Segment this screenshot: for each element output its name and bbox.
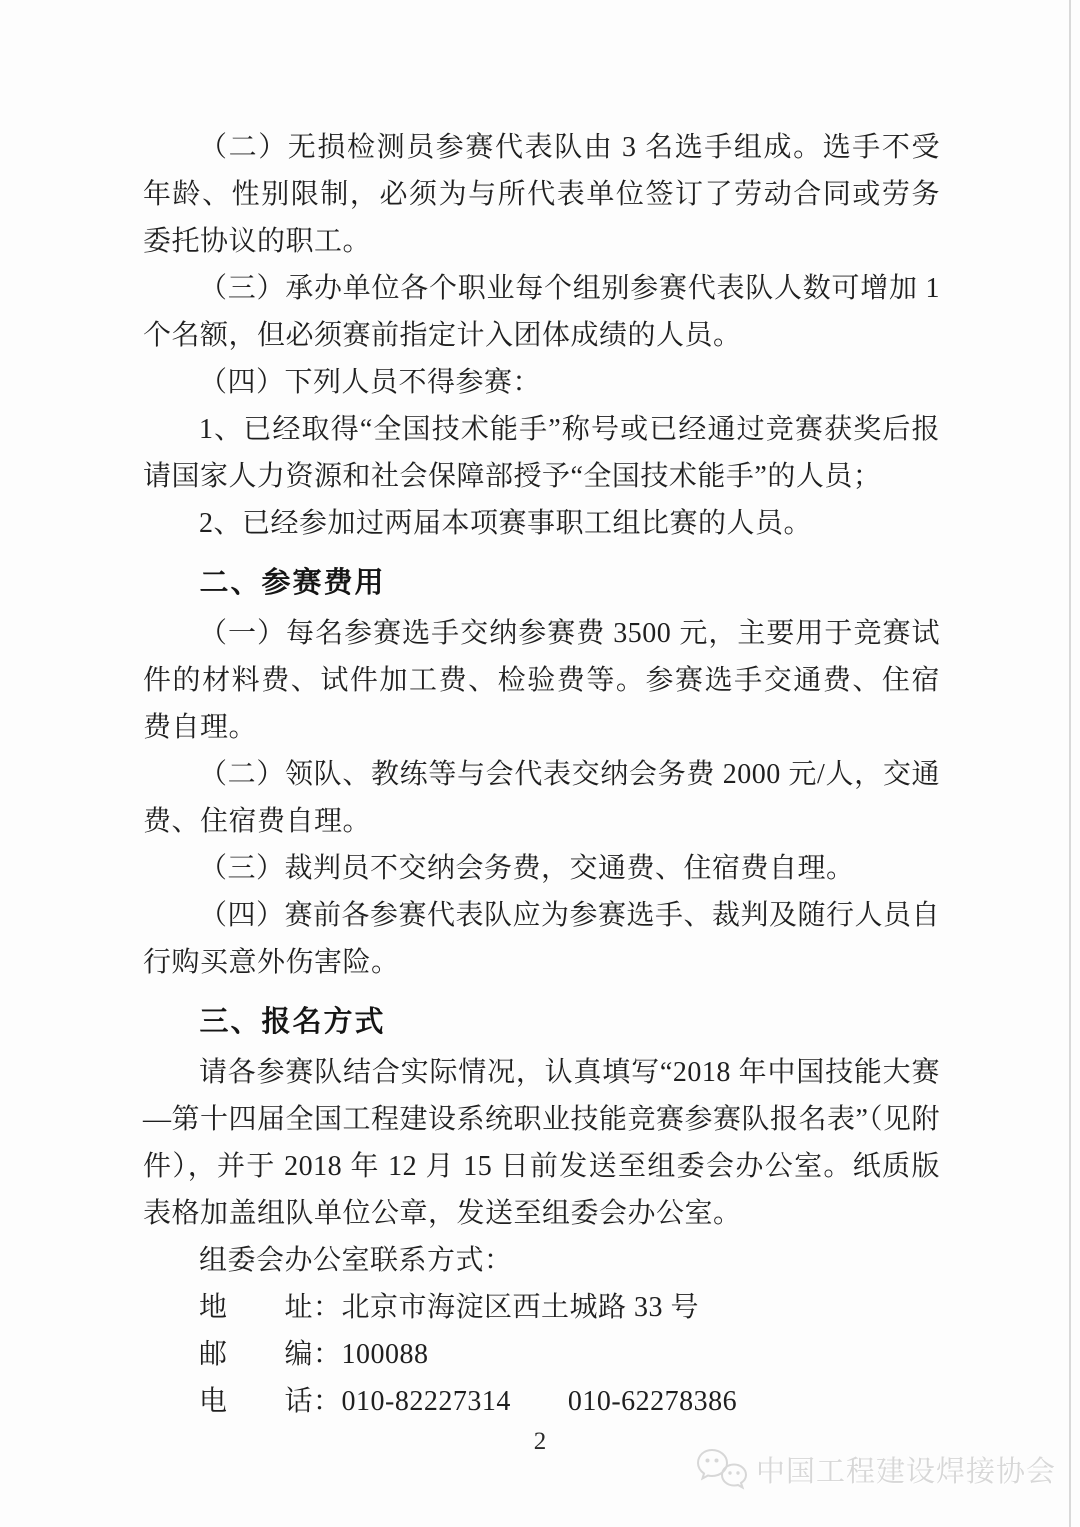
paragraph-ineligible-item-2: 2、已经参加过两届本项赛事职工组比赛的人员。 <box>199 508 813 539</box>
watermark-text: 中国工程建设焊接协会 <box>755 1455 1056 1488</box>
contact-phone-line: 电 话：010-82227314 010-62278386 <box>199 1386 738 1417</box>
paragraph-referee-fee: （三）裁判员不交纳会务费，交通费、住宿费自理。 <box>199 853 855 884</box>
watermark <box>696 1447 1056 1491</box>
scan-artifact-line <box>1069 0 1071 1527</box>
contact-postcode-line: 邮 编：100088 <box>199 1339 429 1370</box>
section-heading-registration: 三、报名方式 <box>199 1006 386 1038</box>
paragraph-host-extra-quota: （三）承办单位各个职业每个组别参赛代表队人数可增加 1 个名额，但必须赛前指定计入团体成绩的人员。 <box>143 273 940 351</box>
paragraph-registration-steps: 请各参赛队结合实际情况，认真填写“2018 年中国技能大赛—第十四届全国工程建设系统职业技能竞赛参赛队报名表”（见附件），并于 2018 年 12 月 15 日前发送至组委会办公室。纸质版表格加盖组队单位公章，发送至组委会办公室。 <box>143 1057 940 1229</box>
wechat-icon <box>696 1447 748 1491</box>
paragraph-entry-fee: （一）每名参赛选手交纳参赛费 3500 元，主要用于竞赛试件的材料费、试件加工费、检验费等。参赛选手交通费、住宿费自理。 <box>143 618 940 743</box>
paragraph-ineligible-intro: （四）下列人员不得参赛： <box>199 367 542 398</box>
paragraph-team-composition: （二）无损检测员参赛代表队由 3 名选手组成。选手不受年龄、性别限制，必须为与所代表单位签订了劳动合同或劳务委托协议的职工。 <box>143 132 940 257</box>
paragraph-contact-intro: 组委会办公室联系方式： <box>199 1245 513 1276</box>
paragraph-conference-fee: （二）领队、教练等与会代表交纳会务费 2000 元/人，交通费、住宿费自理。 <box>143 759 940 837</box>
paragraph-ineligible-item-1: 1、已经取得“全国技术能手”称号或已经通过竞赛获奖后报请国家人力资源和社会保障部授予“全国技术能手”的人员； <box>143 414 940 492</box>
page-number: 2 <box>533 1428 547 1455</box>
section-heading-fees: 二、参赛费用 <box>199 567 386 599</box>
contact-address-line: 地 址：北京市海淀区西土城路 33 号 <box>199 1292 700 1323</box>
paragraph-insurance: （四）赛前各参赛代表队应为参赛选手、裁判及随行人员自行购买意外伤害险。 <box>143 900 941 978</box>
document-body <box>143 124 940 1425</box>
